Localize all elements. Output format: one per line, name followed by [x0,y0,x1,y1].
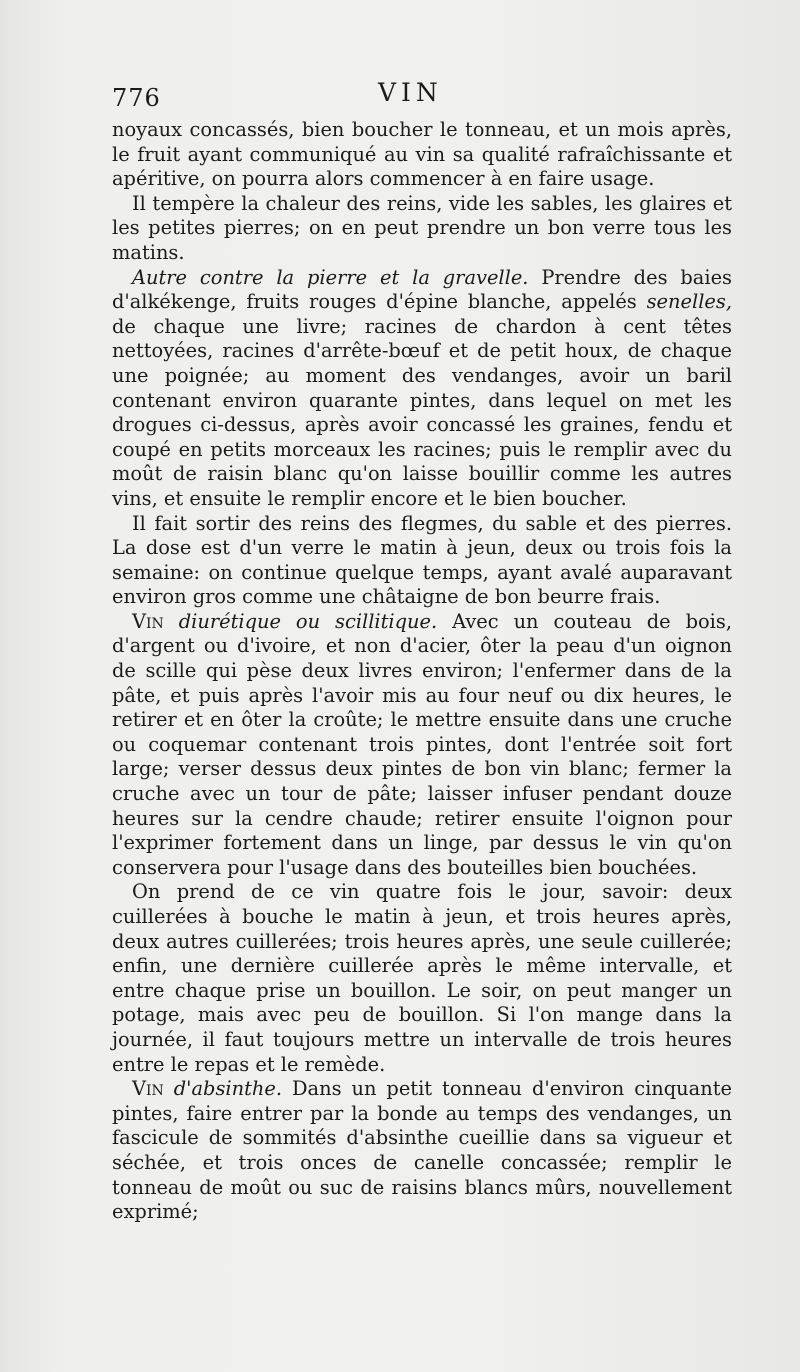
paragraph [112,1077,732,1225]
paragraph-text: On prend de ce vin quatre fois le jour, savoir: deux cuillerées à bouche le matin à jeun, et trois heures après, deux autres cuillerées; trois heures après, une seule cuillerée; enfin, une dernière cuillerée après le même intervalle, et entre chaque prise un bouillon. Le soir, on peut manger un potage, mais avec peu de bouillon. Si l'on mange dans la journée, il faut toujours mettre un intervalle de trois heures entre le repas et le remède. [112,880,732,1076]
paragraph-text: Avec un couteau de bois, d'argent ou d'ivoire, et non d'acier, ôter la peau d'un oignon de scille qui pèse deux livres environ; l'enfermer dans de la pâte, et puis après l'avoir mis au four neuf ou dix heures, le retirer et en ôter la croûte; le mettre ensuite dans une cruche ou coquemar contenant trois pintes, dont l'entrée soit fort large; verser dessus deux pintes de bon vin blanc; fermer la cruche avec un tour de pâte; laisser infuser pendant douze heures sur la cendre chaude; retirer ensuite l'oignon pour l'exprimer fortement dans un linge, par dessus le vin qu'on conservera pour l'usage dans des bouteilles bien bouchées. [112,609,733,879]
paragraph [112,192,732,266]
recipe-heading: diurétique ou scillitique. [163,609,438,633]
paragraph [112,118,732,192]
page-number: 776 [112,84,161,112]
recipe-heading: d'absinthe. [163,1077,283,1101]
paragraph-text: de chaque une livre; racines de chardon à cent têtes nettoyées, racines d'arrête-bœuf et de petit houx, de chaque une poignée; au moment des vendanges, avoir un baril contenant environ quarante pintes, dans lequel on met les drogues ci-dessus, après avoir concassé les graines, fendu et coupé en petits morceaux les racines; puis le remplir avec du moût de raisin blanc qu'on laisse bouillir comme les autres vins, et ensuite le remplir encore et le bien boucher. [112,314,732,510]
paragraph [112,266,732,512]
paragraph-text: Dans un petit tonneau d'environ cinquante pintes, faire entrer par la bonde au temps des vendanges, un fascicule de sommités d'absinthe cueillie dans sa vigueur et séchée, et trois onces de canelle concassée; remplir le tonneau de moût ou suc de raisins blancs mûrs, nouvellement exprimé; [112,1077,732,1224]
paragraph [112,880,732,1077]
paragraph [112,610,732,881]
entry-word: Vin [132,609,164,633]
running-head: VIN [378,78,443,107]
entry-word: Vin [132,1077,164,1101]
body-text [112,118,732,1225]
paragraph-text: Il fait sortir des reins des flegmes, du sable et des pierres. La dose est d'un verre le matin à jeun, deux ou trois fois la semaine: on continue quelque temps, ayant avalé auparavant environ gros comme une châtaigne de bon beurre frais. [112,511,732,609]
paragraph [112,512,732,610]
paragraph-text: Il tempère la chaleur des reins, vide les sables, les glaires et les petites pierres; on en peut prendre un bon verre tous les matins. [112,191,732,264]
page-header [112,78,732,118]
paragraph-text: Prendre des baies d'alkékenge, fruits rouges d'épine blanche, appelés [112,265,732,314]
recipe-heading: Autre contre la pierre et la gravelle. [132,265,529,289]
italic-term: senelles, [646,290,732,314]
paragraph-text: noyaux concassés, bien boucher le tonneau, et un mois après, le fruit ayant communiqué au vin sa qualité rafraîchissante et apéritive, on pourra alors commencer à en faire usage. [112,118,732,191]
